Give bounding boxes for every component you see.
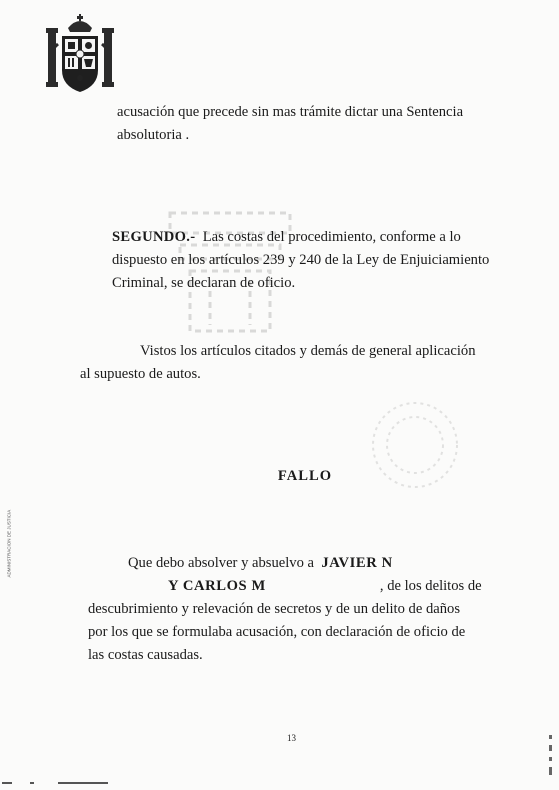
text-fragment: Las costas del procedimiento, conforme a lo bbox=[202, 229, 461, 245]
coat-of-arms-emblem bbox=[44, 14, 116, 96]
scan-edge-mark bbox=[548, 735, 554, 785]
margin-note-text: ADMINISTRACION DE JUSTICIA bbox=[6, 509, 12, 578]
text-fragment: Vistos los artículos citados y demás de general aplicación bbox=[140, 343, 476, 359]
section-heading-fallo: FALLO bbox=[277, 468, 333, 484]
paragraph-vistos bbox=[80, 340, 520, 386]
paragraph-acusacion bbox=[117, 101, 527, 147]
text-line: descubrimiento y relevación de secretos y de un delito de daños bbox=[88, 601, 461, 617]
text-line: al supuesto de autos. bbox=[80, 366, 201, 382]
text-line: Criminal, se declaran de oficio. bbox=[112, 275, 296, 291]
text-line bbox=[112, 226, 522, 249]
text-line bbox=[80, 340, 520, 363]
text-line: por los que se formulaba acusación, con declaración de oficio de bbox=[88, 624, 466, 640]
text-line bbox=[88, 552, 520, 575]
paragraph-fallo-text bbox=[88, 552, 520, 667]
text-line: absolutoria . bbox=[117, 127, 190, 143]
text-line: las costas causadas. bbox=[88, 647, 203, 663]
text-line: acusación que precede sin mas trámite dictar una Sentencia bbox=[117, 104, 464, 120]
page-number: 13 bbox=[287, 733, 296, 743]
text-line bbox=[88, 575, 520, 598]
scan-noise bbox=[0, 780, 120, 786]
margin-note bbox=[4, 380, 14, 580]
text-fragment: , de los delitos de bbox=[379, 578, 482, 594]
text-line: dispuesto en los artículos 239 y 240 de la Ley de Enjuiciamiento bbox=[112, 252, 490, 268]
defendant-name: JAVIER N bbox=[321, 555, 393, 571]
section-heading-segundo: SEGUNDO.- bbox=[112, 229, 196, 245]
text-fragment: Que debo absolver y absuelvo a bbox=[128, 555, 315, 571]
defendant-name: Y CARLOS M bbox=[168, 578, 266, 594]
paragraph-segundo bbox=[112, 226, 522, 295]
